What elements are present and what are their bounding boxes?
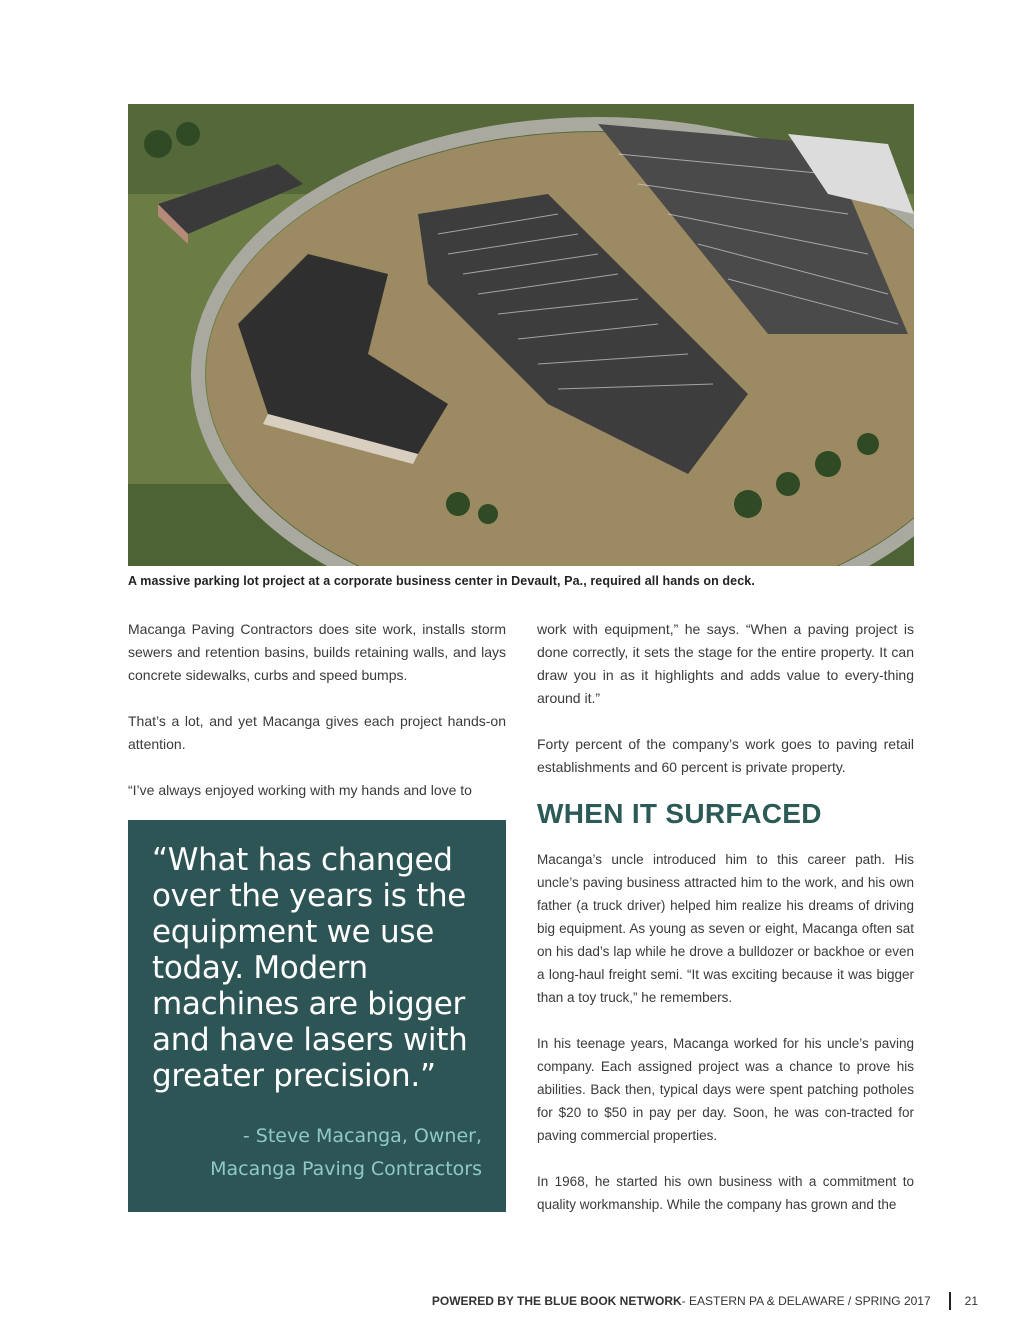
body-paragraph: work with equipment,” he says. “When a paving project is done correctly, it sets the stage for the entire property. It can draw you in as it highlights and adds value to every-thing around it.” xyxy=(537,621,914,706)
section-heading: WHEN IT SURFACED xyxy=(537,798,822,829)
body-paragraph: Macanga Paving Contractors does site work, installs storm sewers and retention basins, builds retaining walls, and lays concrete sidewalks, curbs and speed bumps. xyxy=(128,621,506,683)
page-number: 21 xyxy=(964,1294,978,1308)
right-column xyxy=(537,618,914,802)
body-paragraph: Macanga’s uncle introduced him to this career path. His uncle’s paving business attracted him to the work, and his own father (a truck driver) helped him realize his dreams of driving big equipment. As young as seven or eight, Macanga often sat on his dad’s lap while he drove a bulldozer or backhoe or even a long-haul freight semi. “It was exciting because it was bigger than a toy truck,” he remembers. xyxy=(537,852,914,1005)
left-column xyxy=(128,618,506,825)
body-paragraph: In 1968, he started his own business with a commitment to quality workmanship. While the company has grown and the xyxy=(537,1174,914,1212)
footer-edition: - EASTERN PA & DELAWARE / SPRING 2017 xyxy=(681,1294,931,1308)
pull-quote-attribution xyxy=(152,1120,482,1186)
body-paragraph: That’s a lot, and yet Macanga gives each project hands-on attention. xyxy=(128,713,506,752)
footer-brand: POWERED BY THE BLUE BOOK NETWORK xyxy=(431,1294,682,1308)
body-paragraph: In his teenage years, Macanga worked for his uncle’s paving company. Each assigned project was a chance to prove his abilities. Back then, typical days were spent patching potholes for $20 to $50 in pay per day. Soon, he was con-tracted for paving commercial properties. xyxy=(537,1036,914,1143)
footer-divider xyxy=(949,1292,951,1310)
body-paragraph: “I’ve always enjoyed working with my hands and love to xyxy=(128,782,472,798)
page-footer xyxy=(432,1292,978,1310)
section-body xyxy=(537,848,914,1239)
aerial-parking-lot-photo xyxy=(128,104,914,566)
pull-quote-box xyxy=(128,820,506,1212)
body-paragraph: Forty percent of the company’s work goes to paving retail establishments and 60 percent is private property. xyxy=(537,736,914,775)
pull-quote-text: “What has changed over the years is the equipment we use today. Modern machines are bigger and have lasers with greater precision.” xyxy=(152,842,468,1094)
photo-caption: A massive parking lot project at a corporate business center in Devault, Pa., required all hands on deck. xyxy=(128,574,755,588)
attribution-company: Macanga Paving Contractors xyxy=(210,1158,482,1180)
attribution-name: - Steve Macanga, Owner, xyxy=(242,1125,482,1147)
